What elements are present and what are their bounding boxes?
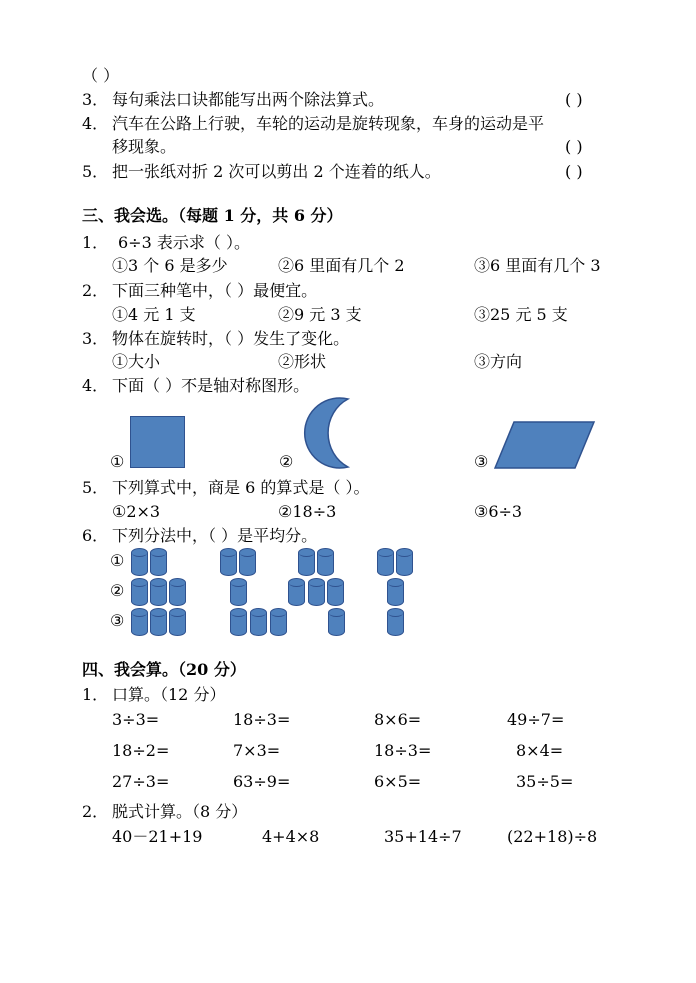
q5-text: 把一张纸对折 2 次可以剪出 2 个连着的纸人。: [112, 162, 441, 181]
square-shape: [130, 416, 185, 468]
cylinder-icon: [150, 548, 167, 576]
q3-num: 3．: [82, 90, 109, 109]
choose-q3-opt1[interactable]: ①大小: [112, 352, 161, 371]
oral-item: 35÷5=: [516, 772, 574, 791]
oral-item: 18÷2=: [112, 741, 170, 760]
q5-num: 5．: [82, 162, 109, 181]
q5-answer-paren[interactable]: ( ): [565, 162, 583, 181]
cylinder-icon: [131, 548, 148, 576]
choose-q6-opt3[interactable]: ③: [110, 611, 125, 630]
oral-item: 18÷3=: [233, 710, 291, 729]
oral-item: 8×6=: [374, 710, 422, 729]
cylinder-icon: [270, 608, 287, 636]
cylinder-icon: [230, 608, 247, 636]
cylinder-icon: [387, 578, 404, 606]
parallelogram-shape: [494, 420, 596, 470]
choose-q2-opt2[interactable]: ②9 元 3 支: [278, 305, 362, 324]
oral-item: 7×3=: [233, 741, 281, 760]
cylinder-icon: [288, 578, 305, 606]
cylinder-icon: [169, 578, 186, 606]
cylinder-icon: [298, 548, 315, 576]
section3-heading: 三、我会选。（每题 1 分，共 6 分）: [82, 206, 343, 225]
step-item: 4+4×8: [262, 827, 320, 846]
choose-q4-opt3[interactable]: ③: [474, 452, 489, 471]
oral-item: 3÷3=: [112, 710, 160, 729]
cylinder-icon: [239, 548, 256, 576]
oral-title: 口算。（12 分）: [112, 685, 226, 704]
choose-q2-opt1[interactable]: ①4 元 1 支: [112, 305, 196, 324]
choose-q4-text: 下面（ ）不是轴对称图形。: [112, 376, 310, 395]
choose-q5-num: 5．: [82, 478, 109, 497]
cylinder-icon: [396, 548, 413, 576]
cylinder-icon: [150, 578, 167, 606]
choose-q5-text: 下列算式中，商是 6 的算式是（ ）。: [112, 478, 370, 497]
step-title: 脱式计算。（8 分）: [112, 802, 248, 821]
choose-q2-opt3[interactable]: ③25 元 5 支: [474, 305, 568, 324]
cylinder-icon: [131, 578, 148, 606]
choose-q5-opt1[interactable]: ①2×3: [112, 502, 161, 521]
choose-q1-opt3[interactable]: ③6 里面有几个 3: [474, 256, 601, 275]
q3-answer-paren[interactable]: ( ): [565, 90, 583, 109]
cylinder-icon: [250, 608, 267, 636]
choose-q1-opt2[interactable]: ②6 里面有几个 2: [278, 256, 405, 275]
oral-item: 18÷3=: [374, 741, 432, 760]
q3-text: 每句乘法口诀都能写出两个除法算式。: [112, 90, 385, 109]
cylinder-icon: [220, 548, 237, 576]
cylinder-icon: [317, 548, 334, 576]
cylinder-icon: [387, 608, 404, 636]
choose-q4-opt2[interactable]: ②: [279, 452, 294, 471]
oral-item: 27÷3=: [112, 772, 170, 791]
choose-q6-opt1[interactable]: ①: [110, 551, 125, 570]
oral-item: 63÷9=: [233, 772, 291, 791]
choose-q1-text: 6÷3 表示求（ ）。: [118, 233, 250, 252]
oral-item: 6×5=: [374, 772, 422, 791]
cylinder-icon: [150, 608, 167, 636]
cylinder-icon: [328, 608, 345, 636]
cylinder-icon: [131, 608, 148, 636]
q4-num: 4．: [82, 114, 109, 133]
choose-q3-opt2[interactable]: ②形状: [278, 352, 327, 371]
cylinder-icon: [230, 578, 247, 606]
choose-q3-text: 物体在旋转时，（ ）发生了变化。: [112, 329, 350, 348]
paren-top: （ ）: [82, 66, 120, 85]
step-item: 40－21+19: [112, 827, 203, 846]
oral-item: 8×4=: [516, 741, 564, 760]
choose-q6-num: 6．: [82, 526, 109, 545]
choose-q5-opt2[interactable]: ②18÷3: [278, 502, 337, 521]
step-num: 2．: [82, 802, 109, 821]
cylinder-icon: [327, 578, 344, 606]
choose-q4-num: 4．: [82, 376, 109, 395]
step-item: (22+18)÷8: [507, 827, 598, 846]
q4-text-line2: 移现象。: [112, 137, 177, 156]
cylinder-icon: [308, 578, 325, 606]
choose-q5-opt3[interactable]: ③6÷3: [474, 502, 523, 521]
choose-q1-num: 1．: [82, 233, 109, 252]
choose-q4-opt1[interactable]: ①: [110, 452, 125, 471]
choose-q6-opt2[interactable]: ②: [110, 581, 125, 600]
choose-q2-num: 2．: [82, 281, 109, 300]
oral-num: 1．: [82, 685, 109, 704]
q4-text-line1: 汽车在公路上行驶，车轮的运动是旋转现象，车身的运动是平: [112, 114, 545, 133]
choose-q2-text: 下面三种笔中，（ ）最便宜。: [112, 281, 318, 300]
step-item: 35+14÷7: [384, 827, 462, 846]
oral-item: 49÷7=: [507, 710, 565, 729]
cylinder-icon: [169, 608, 186, 636]
choose-q3-num: 3．: [82, 329, 109, 348]
choose-q3-opt3[interactable]: ③方向: [474, 352, 523, 371]
section4-heading: 四、我会算。（20 分）: [82, 660, 246, 679]
choose-q1-opt1[interactable]: ①3 个 6 是多少: [112, 256, 228, 275]
crescent-shape: [296, 397, 356, 471]
choose-q6-text: 下列分法中，（ ）是平均分。: [112, 526, 318, 545]
q4-answer-paren[interactable]: ( ): [565, 137, 583, 156]
cylinder-icon: [377, 548, 394, 576]
